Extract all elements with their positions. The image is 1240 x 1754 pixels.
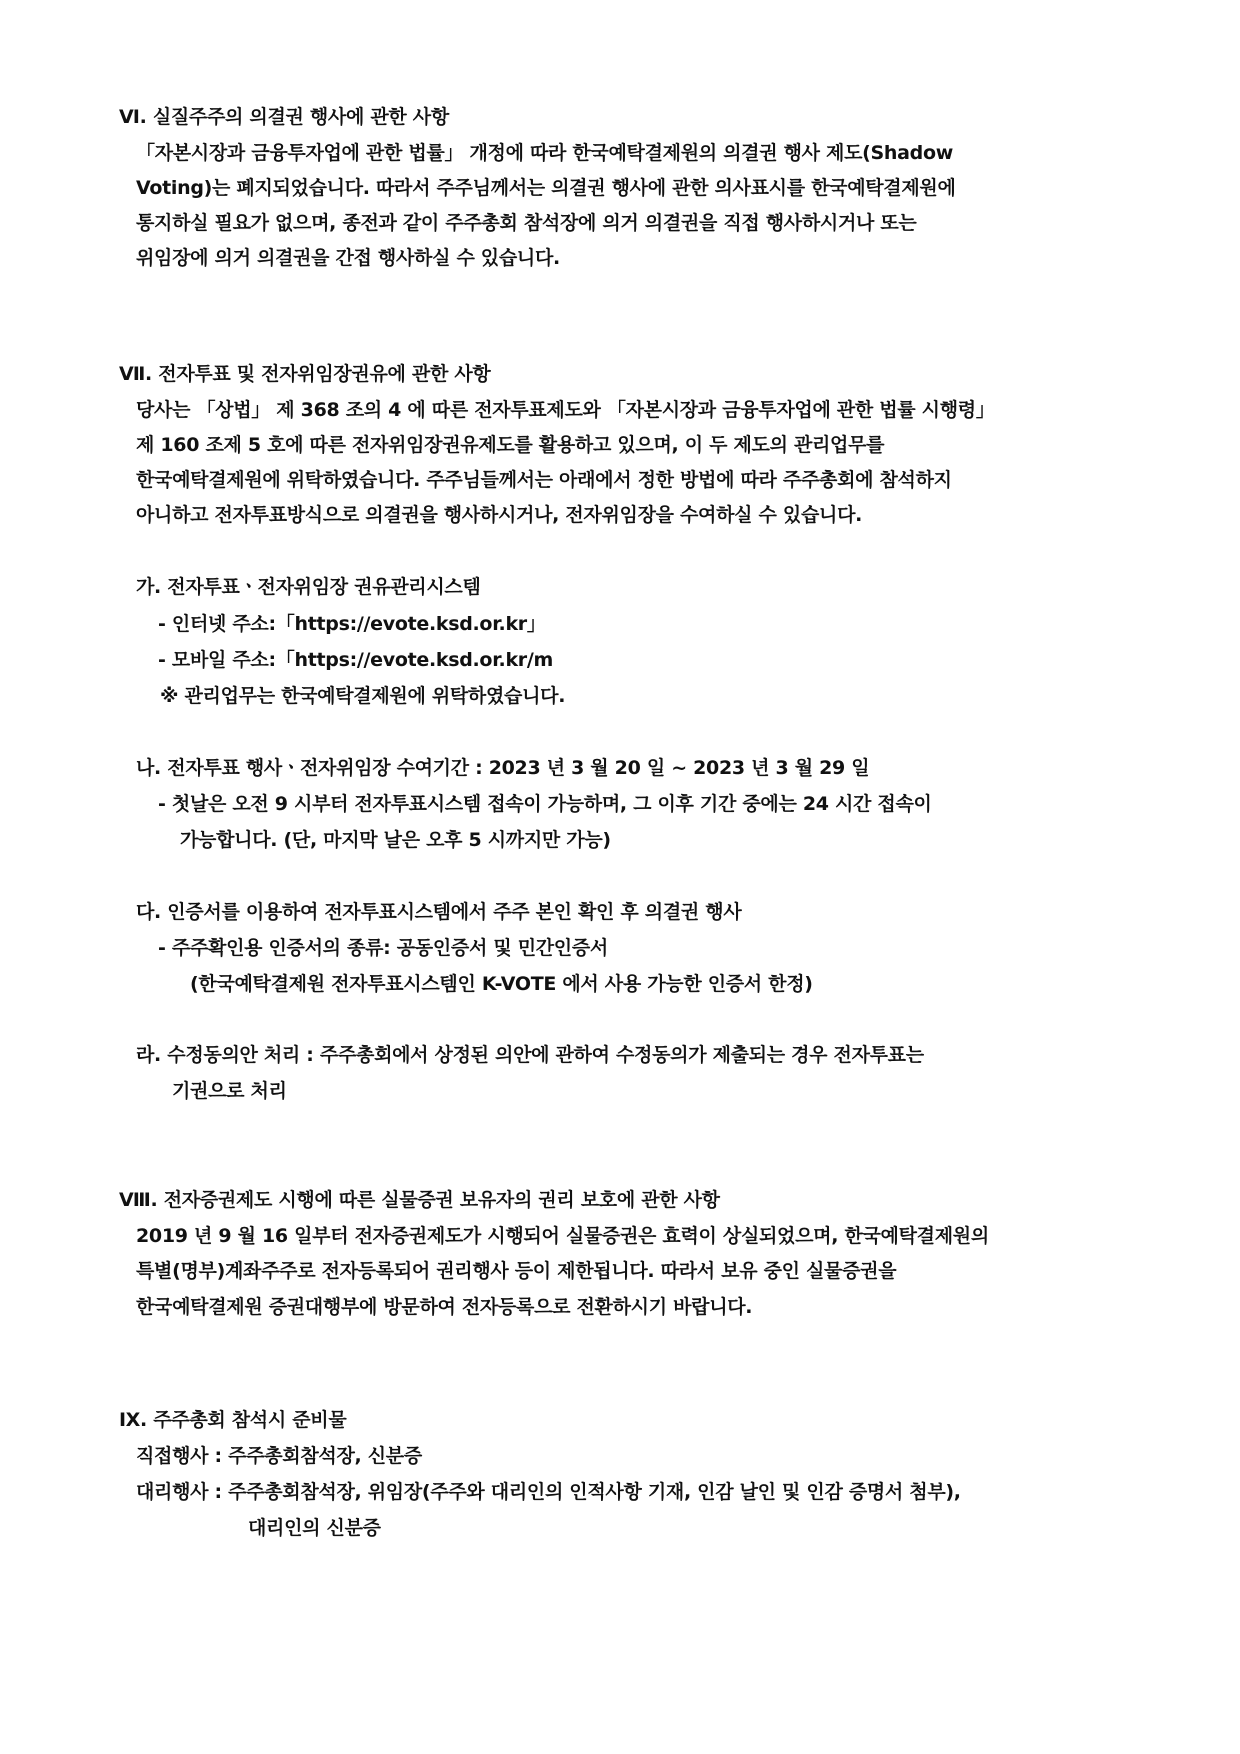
section-8-title: Ⅷ. 전자증권제도 시행에 따른 실물증권 보유자의 권리 보호에 관한 사항	[119, 1189, 720, 1211]
section-6-line-2: Voting)는 폐지되었습니다. 따라서 주주님께서는 의결권 행사에 관한 의사표시를 한국예탁결제원에	[136, 177, 956, 199]
section-8-line-3: 한국예탁결제원 증권대행부에 방문하여 전자등록으로 전환하시기 바랍니다.	[136, 1296, 753, 1318]
management-note: ※ 관리업무는 한국예탁결제원에 위탁하였습니다.	[160, 685, 566, 707]
section-8-line-2: 특별(명부)계좌주주로 전자등록되어 권리행사 등이 제한됩니다. 따라서 보유 중인 실물증권을	[136, 1260, 897, 1282]
subsection-na-title: 나. 전자투표 행사ㆍ전자위임장 수여기간 : 2023 년 3 월 20 일 ~ 2023 년 3 월 29 일	[136, 757, 870, 779]
subsection-ra-line-1: 라. 수정동의안 처리 : 주주총회에서 상정된 의안에 관하여 수정동의가 제출되는 경우 전자투표는	[136, 1044, 924, 1066]
subsection-da-line-2: (한국예탁결제원 전자투표시스템인 K-VOTE 에서 사용 가능한 인증서 한정)	[190, 973, 813, 995]
subsection-ra-line-2: 기권으로 처리	[172, 1080, 287, 1102]
section-6-line-1: 「자본시장과 금융투자업에 관한 법률」 개정에 따라 한국예탁결제원의 의결권 행사 제도(Shadow	[136, 142, 953, 164]
subsection-na-line-2: 가능합니다. (단, 마지막 날은 오후 5 시까지만 가능)	[180, 829, 611, 851]
mobile-address: - 모바일 주소:「https://evote.ksd.or.kr/m	[158, 649, 554, 671]
subsection-na-line-1: - 첫날은 오전 9 시부터 전자투표시스템 접속이 가능하며, 그 이후 기간 중에는 24 시간 접속이	[158, 793, 932, 815]
subsection-ga-title: 가. 전자투표ㆍ전자위임장 권유관리시스템	[136, 576, 481, 598]
direct-exercise-line: 직접행사 : 주주총회참석장, 신분증	[136, 1445, 422, 1467]
proxy-exercise-line-2: 대리인의 신분증	[248, 1517, 381, 1539]
section-6-line-3: 통지하실 필요가 없으며, 종전과 같이 주주총회 참석장에 의거 의결권을 직접 행사하시거나 또는	[136, 212, 917, 234]
section-8-line-1: 2019 년 9 월 16 일부터 전자증권제도가 시행되어 실물증권은 효력이 상실되었으며, 한국예탁결제원의	[136, 1225, 989, 1247]
section-6-line-4: 위임장에 의거 의결권을 간접 행사하실 수 있습니다.	[136, 247, 560, 269]
section-7-title: Ⅶ. 전자투표 및 전자위임장권유에 관한 사항	[119, 363, 491, 385]
subsection-da-title: 다. 인증서를 이용하여 전자투표시스템에서 주주 본인 확인 후 의결권 행사	[136, 901, 742, 923]
section-7-line-4: 아니하고 전자투표방식으로 의결권을 행사하시거나, 전자위임장을 수여하실 수 있습니다.	[136, 504, 863, 526]
subsection-da-line-1: - 주주확인용 인증서의 종류: 공동인증서 및 민간인증서	[158, 937, 608, 959]
internet-address: - 인터넷 주소:「https://evote.ksd.or.kr」	[158, 613, 546, 635]
section-7-line-2: 제 160 조제 5 호에 따른 전자위임장권유제도를 활용하고 있으며, 이 두 제도의 관리업무를	[136, 434, 885, 456]
section-7-line-1: 당사는 「상법」 제 368 조의 4 에 따른 전자투표제도와 「자본시장과 금융투자업에 관한 법률 시행령」	[136, 399, 995, 421]
section-6-title: Ⅵ. 실질주주의 의결권 행사에 관한 사항	[119, 106, 449, 128]
proxy-exercise-line-1: 대리행사 : 주주총회참석장, 위임장(주주와 대리인의 인적사항 기재, 인감 날인 및 인감 증명서 첨부),	[136, 1481, 961, 1503]
section-9-title: Ⅸ. 주주총회 참석시 준비물	[119, 1409, 347, 1431]
section-7-line-3: 한국예탁결제원에 위탁하였습니다. 주주님들께서는 아래에서 정한 방법에 따라 주주총회에 참석하지	[136, 469, 952, 491]
